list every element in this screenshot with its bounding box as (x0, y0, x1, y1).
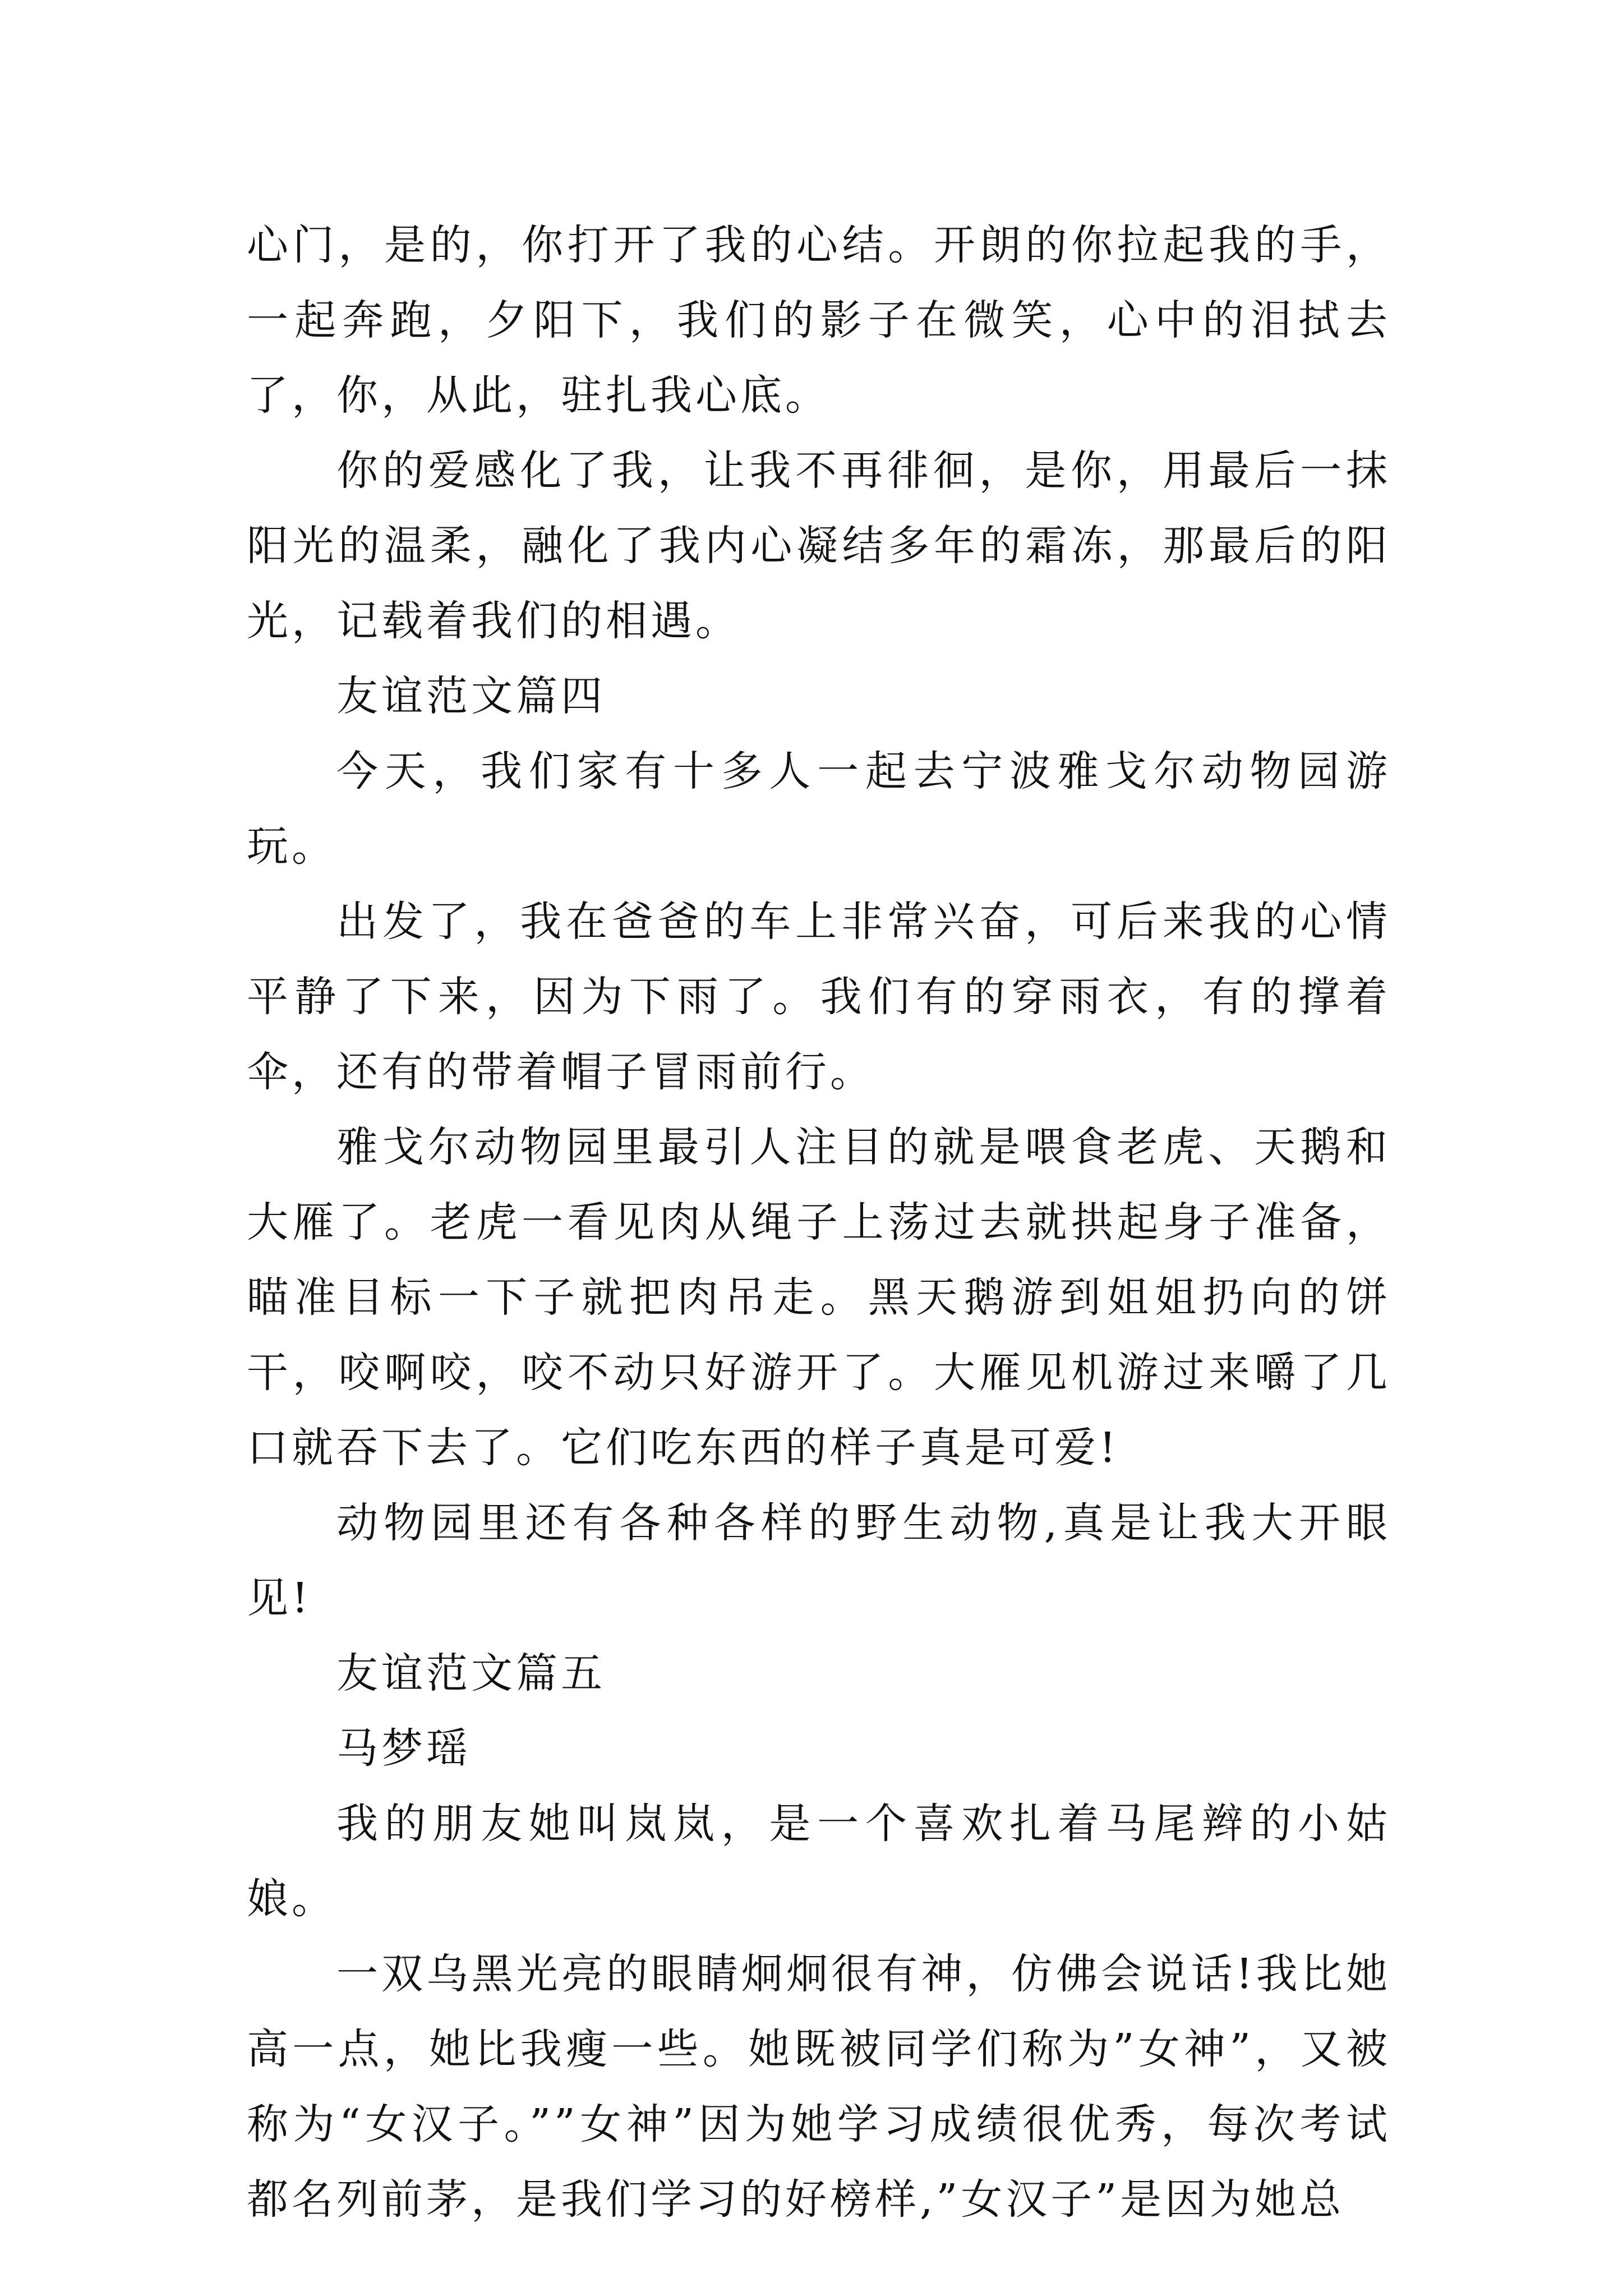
paragraph-wild-animals: 动物园里还有各种各样的野生动物,真是让我大开眼见! (247, 1499, 1391, 1622)
document-body (247, 208, 1391, 2237)
paragraph-continuation: 心门，是的，你打开了我的心结。开朗的你拉起我的手，一起奔跑，夕阳下，我们的影子在微笑，心中的泪拭去了，你，从此，驻扎我心底。 (247, 221, 1391, 420)
paragraph-departure: 出发了，我在爸爸的车上非常兴奋，可后来我的心情平静了下来，因为下雨了。我们有的穿雨衣，有的撑着伞，还有的带着帽子冒雨前行。 (247, 898, 1391, 1096)
section-heading-five: 友谊范文篇五 (336, 1649, 606, 1697)
paragraph-feeding: 雅戈尔动物园里最引人注目的就是喂食老虎、天鹅和大雁了。老虎一看见肉从绳子上荡过去就拱起身子准备，瞄准目标一下子就把肉吊走。黑天鹅游到姐姐扔向的饼干，咬啊咬，咬不动只好游开了。大雁见机游过来嚼了几口就吞下去了。它们吃东西的样子真是可爱! (247, 1123, 1391, 1472)
paragraph-friend-description: 一双乌黑光亮的眼睛炯炯很有神，仿佛会说话!我比她高一点，她比我瘦一些。她既被同学们称为”女神”，又被称为“女汉子。””女神”因为她学习成绩很优秀，每次考试都名列前茅，是我们学习的好榜样,”女汉子”是因为她总 (247, 1950, 1391, 2224)
paragraph-zoo-trip: 今天，我们家有十多人一起去宁波雅戈尔动物园游玩。 (247, 747, 1391, 871)
author-name: 马梦瑶 (336, 1724, 471, 1773)
paragraph-love-moved-me: 你的爱感化了我，让我不再徘徊，是你，用最后一抹阳光的温柔，融化了我内心凝结多年的霜冻，那最后的阳光，记载着我们的相遇。 (247, 447, 1391, 645)
section-heading-four: 友谊范文篇四 (336, 672, 606, 720)
paragraph-my-friend: 我的朋友她叫岚岚，是一个喜欢扎着马尾辫的小姑娘。 (247, 1800, 1391, 1923)
